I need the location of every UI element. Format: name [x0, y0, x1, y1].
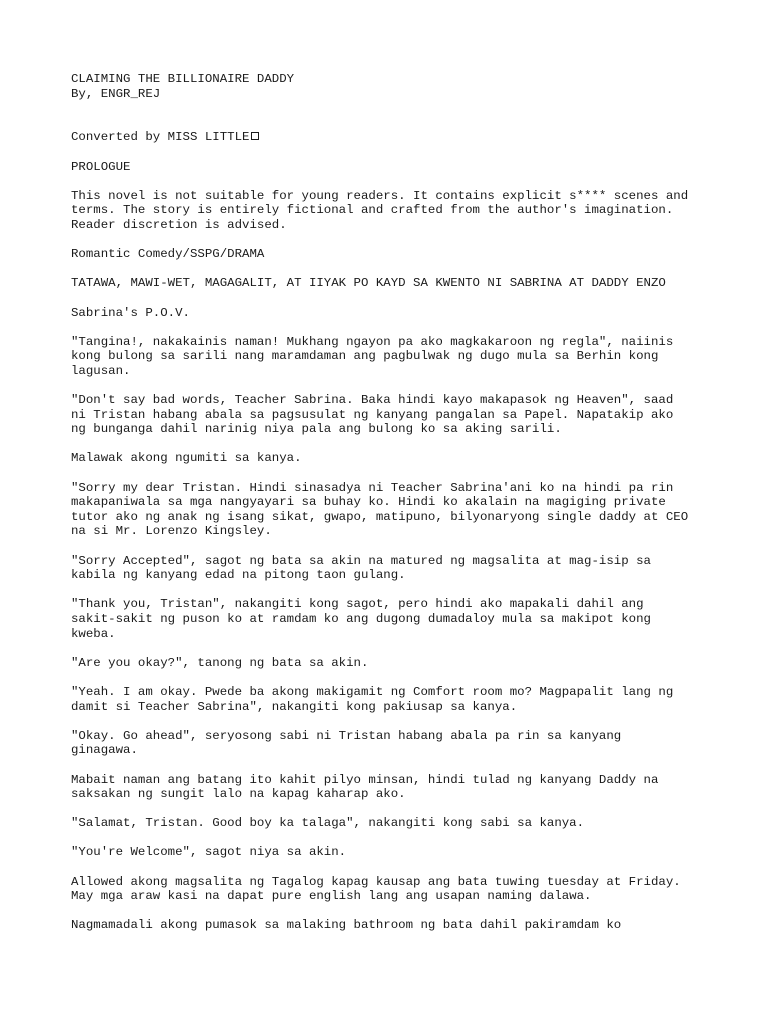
converted-by-text: Converted by MISS LITTLE — [71, 130, 250, 145]
paragraph: "Tangina!, nakakainis naman! Mukhang ngayon pa ako magkakaroon ng regla", naiinis kong bulong sa sarili nang maramdaman ang pagbulwak ng dugo mula sa Berhin kong lagusan. — [71, 334, 674, 378]
content-warning: This novel is not suitable for young readers. It contains explicit s**** scenes and terms. The story is entirely fictional and crafted from the author's imagination. Reader discretion is advised. — [71, 188, 689, 232]
box-glyph-icon — [251, 132, 259, 140]
paragraph: "Don't say bad words, Teacher Sabrina. Baka hindi kayo makapasok ng Heaven", saad ni Tristan habang abala sa pagsusulat ng kanyang pangalan sa Papel. Napatakip ako ng bunganga dahil narinig niya pala ang bulong ko sa aking sarili. — [71, 393, 674, 437]
document-page — [71, 72, 711, 933]
genre-line: Romantic Comedy/SSPG/DRAMA — [71, 247, 265, 262]
paragraph: "Okay. Go ahead", seryosong sabi ni Tristan habang abala pa rin sa kanyang ginagawa. — [71, 728, 622, 758]
tagline: TATAWA, MAWI-WET, MAGAGALIT, AT IIYAK PO KAYD SA KWENTO NI SABRINA AT DADDY ENZO — [71, 276, 666, 291]
paragraph: "Thank you, Tristan", nakangiti kong sagot, pero hindi ako mapakali dahil ang sakit-sakit ng puson ko at ramdam ko ang dugong dumadaloy mula sa makipot kong kweba. — [71, 597, 651, 641]
document-byline: By, ENGR_REJ — [71, 86, 161, 101]
paragraph: Nagmamadali akong pumasok sa malaking bathroom ng bata dahil pakiramdam ko — [71, 918, 622, 933]
paragraph: "Yeah. I am okay. Pwede ba akong makigamit ng Comfort room mo? Magpapalit lang ng damit si Teacher Sabrina", nakangiti kong pakiusap sa kanya. — [71, 684, 674, 714]
section-heading: PROLOGUE — [71, 159, 131, 174]
paragraph: "Salamat, Tristan. Good boy ka talaga", nakangiti kong sabi sa kanya. — [71, 816, 585, 831]
paragraph: Allowed akong magsalita ng Tagalog kapag kausap ang bata tuwing tuesday at Friday. May mga araw kasi na dapat pure english lang ang usapan naming dalawa. — [71, 874, 681, 904]
paragraph: "You're Welcome", sagot niya sa akin. — [71, 845, 347, 860]
paragraph: "Are you okay?", tanong ng bata sa akin. — [71, 655, 369, 670]
document-title: CLAIMING THE BILLIONAIRE DADDY — [71, 72, 295, 86]
paragraph: "Sorry my dear Tristan. Hindi sinasadya ni Teacher Sabrina'ani ko na hindi pa rin makapaniwala sa mga nangyayari sa buhay ko. Hindi ko akalain na magiging private tutor ako ng anak ng isang sikat, gwapo, matipuno, bilyonaryong single daddy at CEO na si Mr. Lorenzo Kingsley. — [71, 480, 689, 539]
paragraph: Malawak akong ngumiti sa kanya. — [71, 451, 302, 466]
converted-by — [71, 130, 711, 145]
paragraph: "Sorry Accepted", sagot ng bata sa akin na matured ng magsalita at mag-isip sa kabila ng kanyang edad na pitong taon gulang. — [71, 553, 651, 583]
paragraph: Mabait naman ang batang ito kahit pilyo minsan, hindi tulad ng kanyang Daddy na saksakan ng sungit lalo na kapag kaharap ako. — [71, 772, 659, 802]
pov-heading: Sabrina's P.O.V. — [71, 305, 190, 320]
